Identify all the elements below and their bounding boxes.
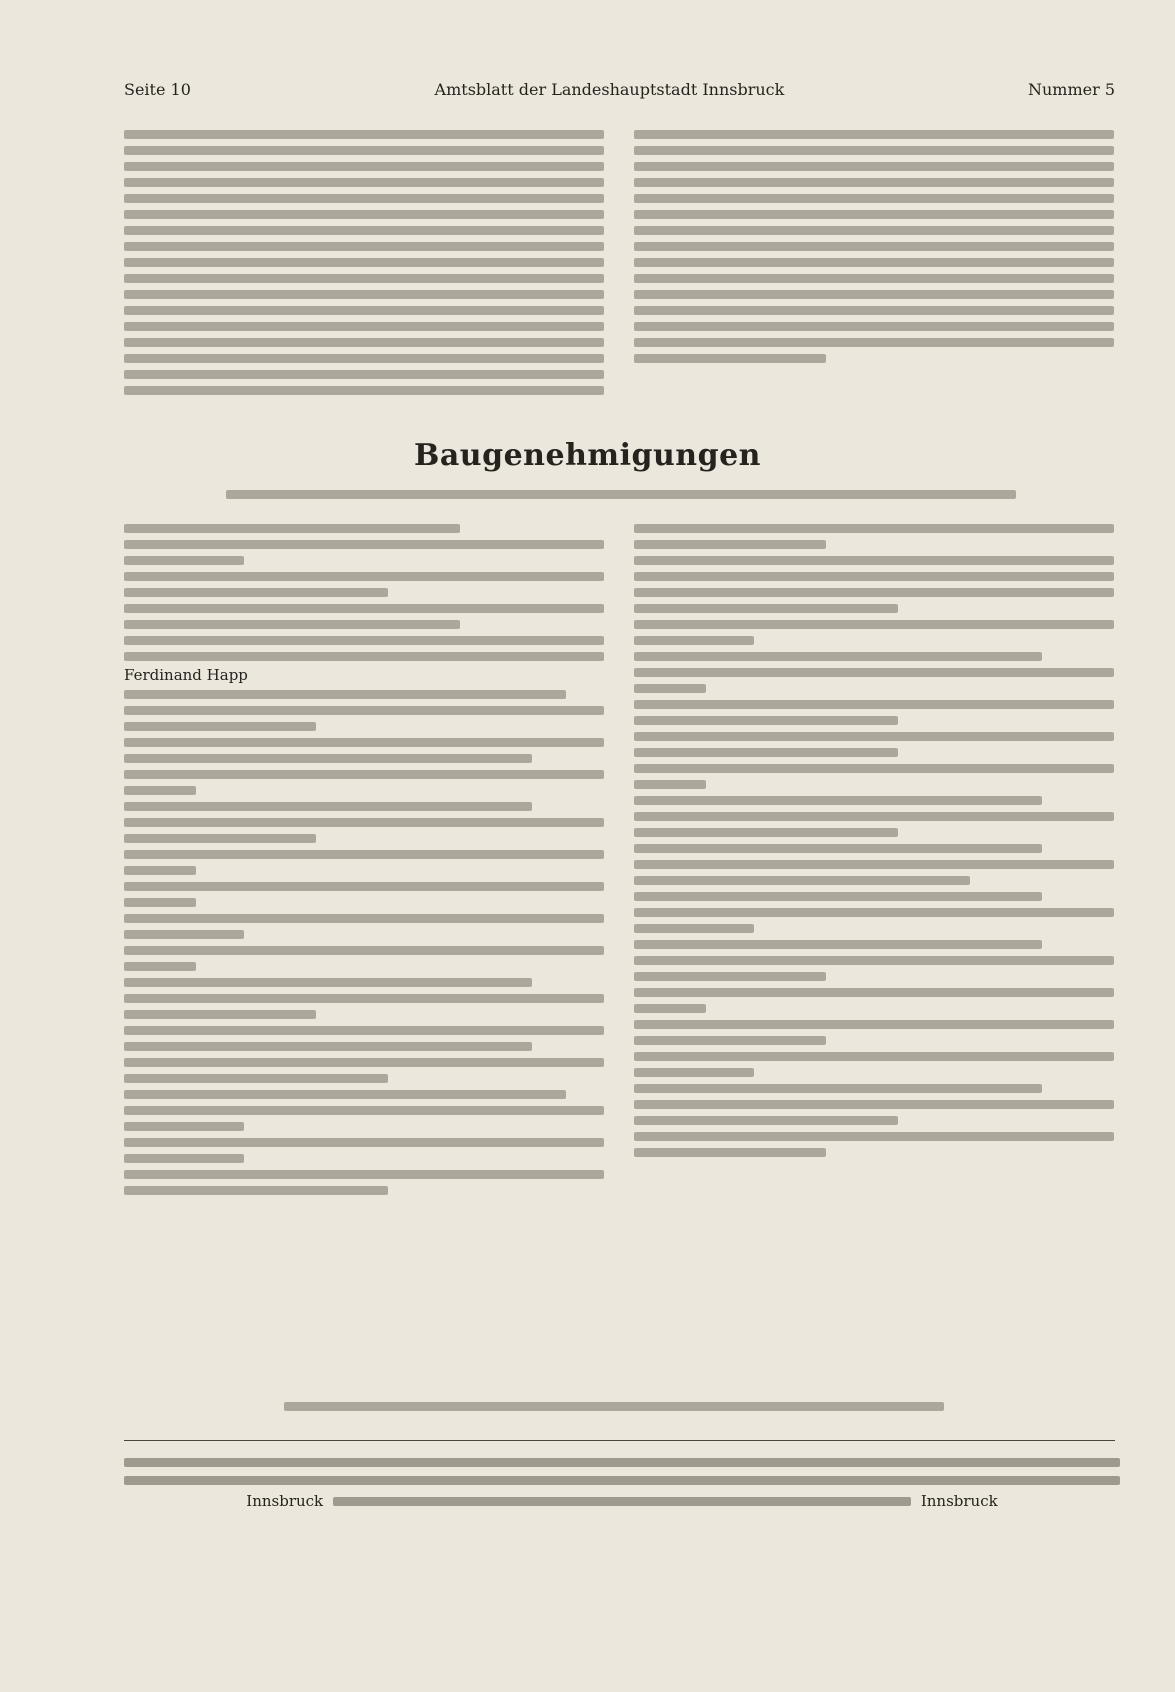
permits-column-left [124, 524, 604, 1195]
issue-number: Nummer 5 [1027, 80, 1115, 99]
trade-register-column-left [124, 130, 604, 395]
imprint-last-line [124, 1494, 1120, 1509]
imprint-city-end: Innsbruck [920, 1492, 998, 1510]
reprint-notice [284, 1402, 944, 1411]
permit-fragment: Ferdinand Happ [124, 666, 248, 684]
publication-title: Amtsblatt der Landeshauptstadt Innsbruck [434, 80, 785, 99]
footer-rule [124, 1440, 1115, 1441]
permits-column-right [634, 524, 1114, 1157]
imprint-city: Innsbruck [246, 1492, 324, 1510]
section-heading: Baugenehmigungen [414, 438, 761, 473]
page-number: Seite 10 [124, 80, 191, 99]
imprint-footer [124, 1458, 1120, 1509]
trade-register-column-right [634, 130, 1114, 363]
running-head [124, 80, 1115, 99]
section-subtitle [226, 490, 1016, 499]
